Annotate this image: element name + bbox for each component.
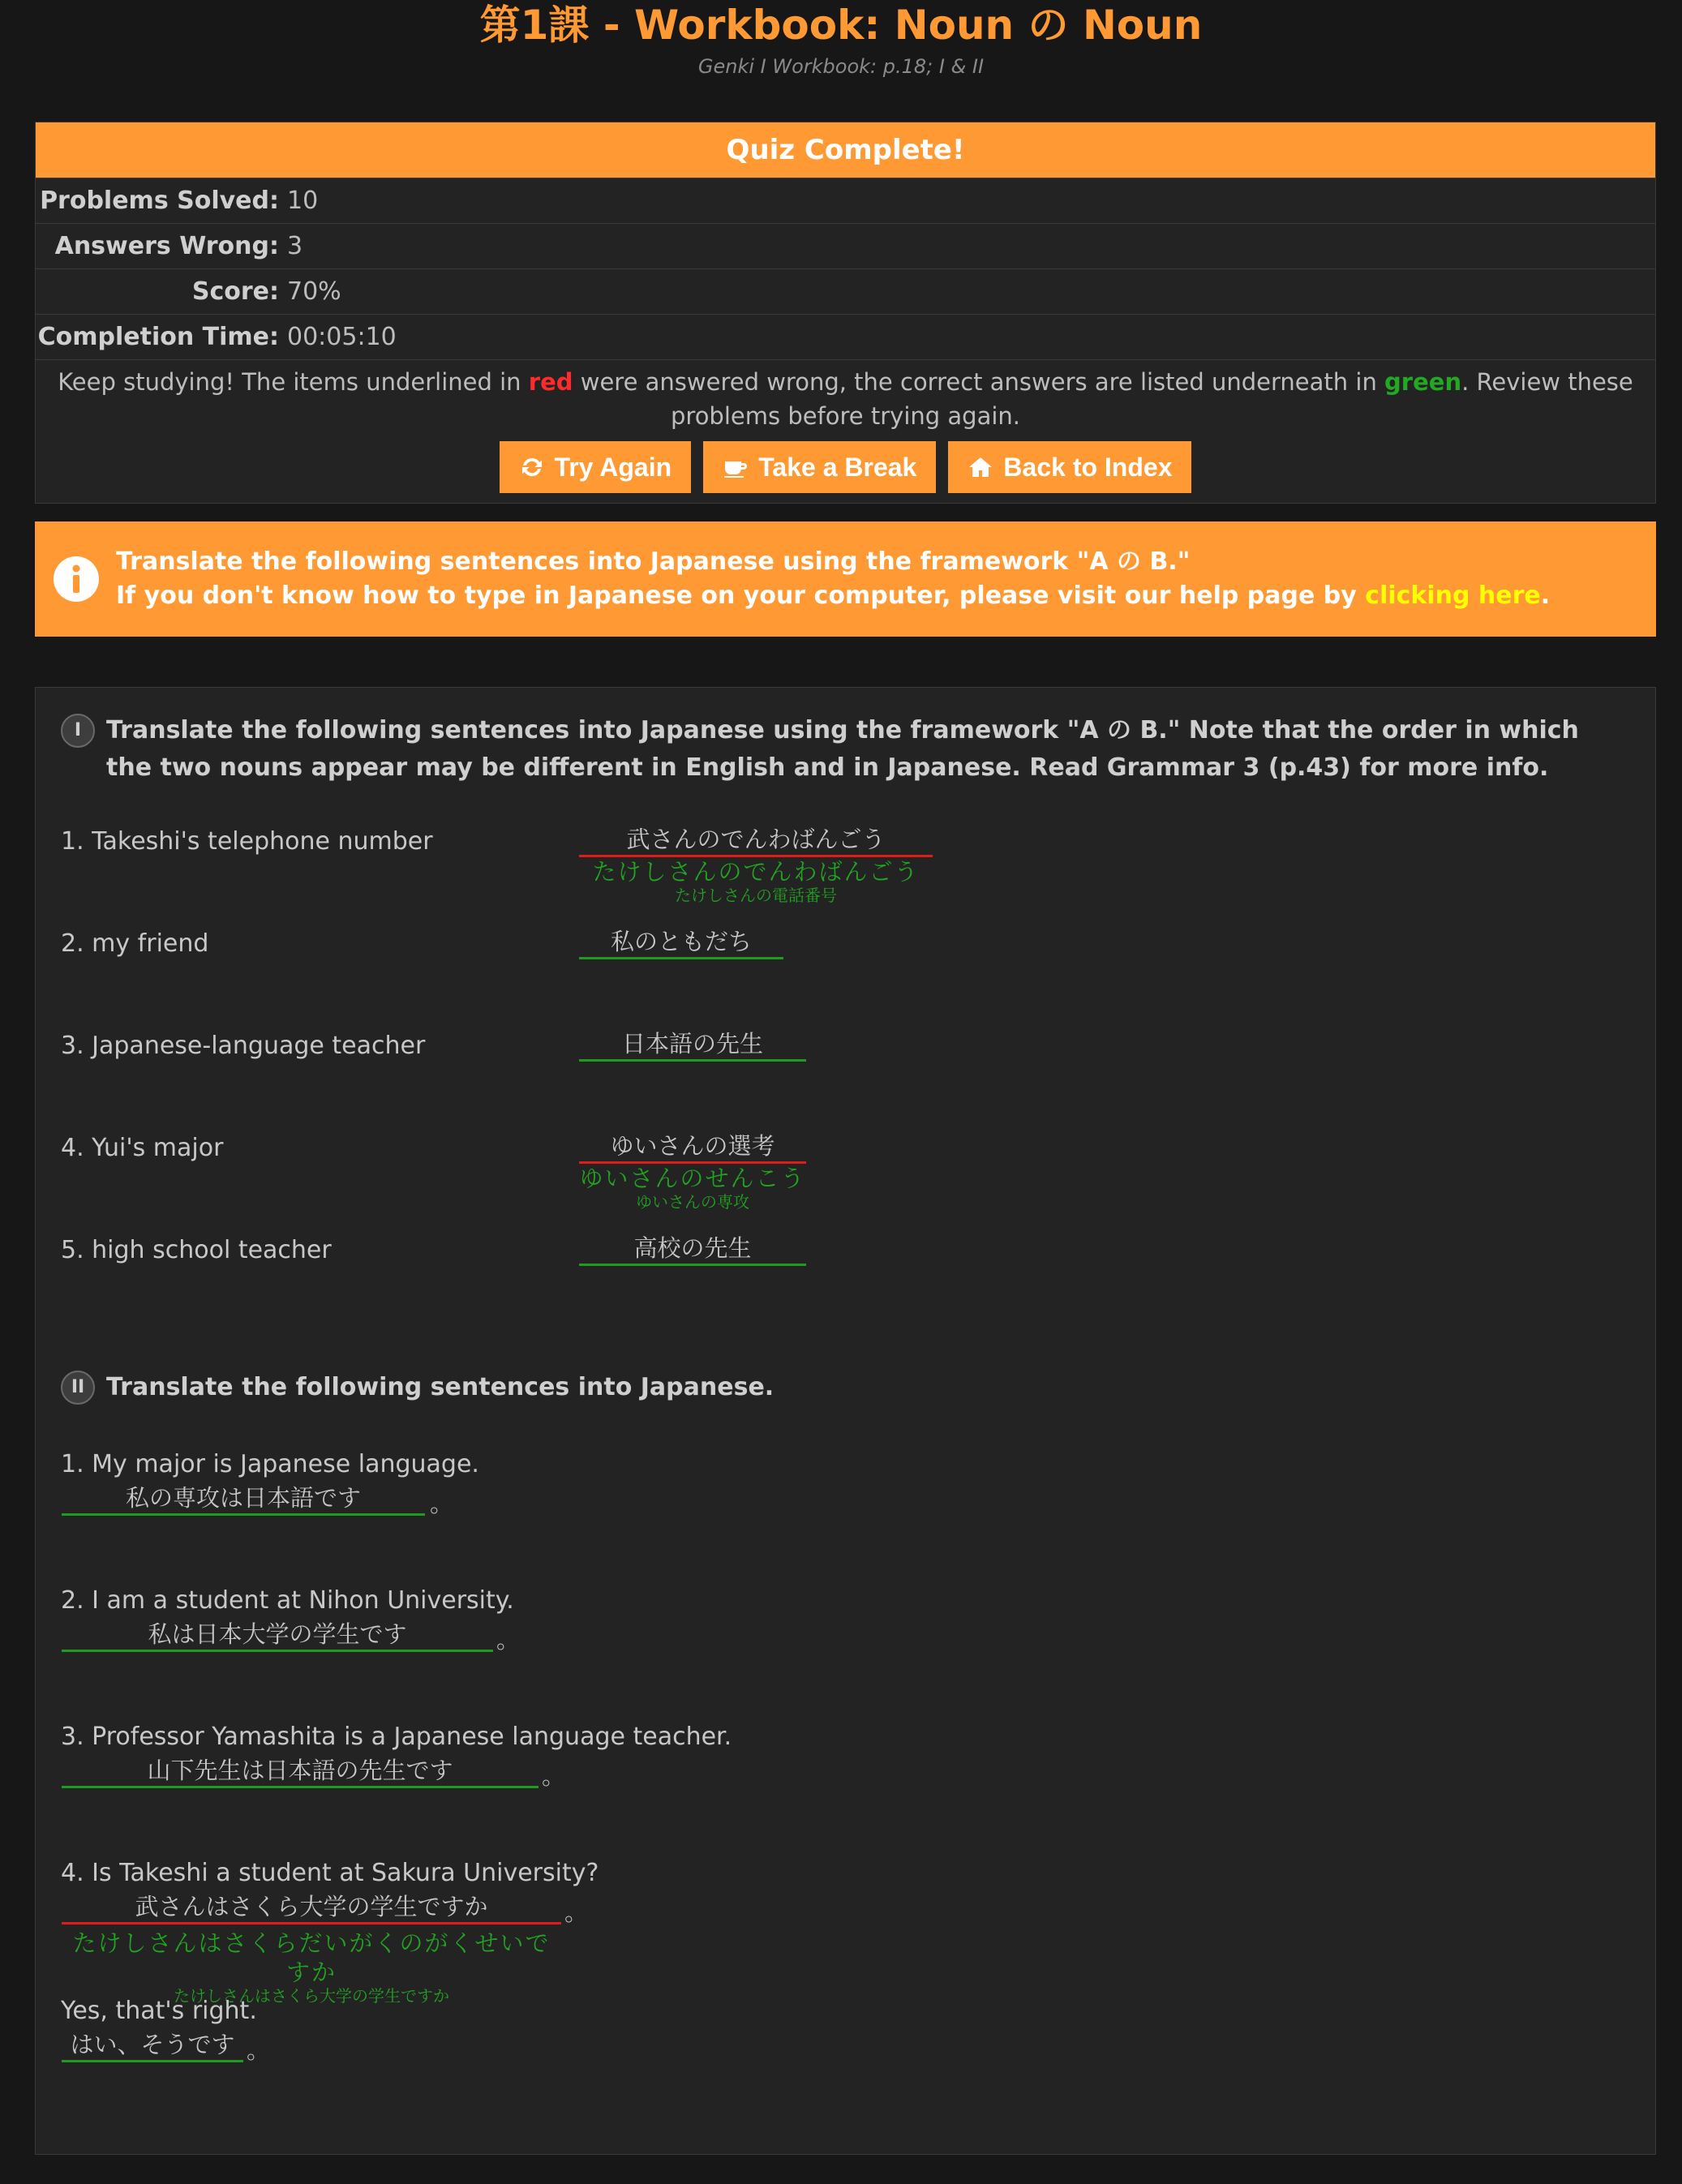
stat-answers-wrong — [36, 223, 1655, 268]
question-prompt: 3. Professor Yamashita is a Japanese language teacher. — [61, 1723, 732, 1751]
info-line-2 — [116, 579, 1550, 613]
quiz-complete-heading: Quiz Complete! — [36, 122, 1655, 178]
answer-text: 日本語の先生 — [621, 1030, 763, 1058]
question-prompt: 3. Japanese-language teacher — [61, 1032, 426, 1060]
correct-answer-kanji: たけしさんの電話番号 — [675, 886, 837, 905]
question-prompt: 4. Is Takeshi a student at Sakura University? — [61, 1859, 599, 1887]
correct-answer-kanji: ゆいさんの専攻 — [636, 1192, 749, 1212]
section-badge: I — [61, 714, 95, 748]
sentence-end-mark: 。 — [247, 2036, 271, 2064]
wrong-underline — [62, 1922, 561, 1924]
answer-field[interactable] — [579, 1233, 806, 1266]
question-prompt: 1. Takeshi's telephone number — [61, 827, 433, 856]
answer-text: 山下先生は日本語の先生です — [147, 1757, 453, 1784]
feedback-text: . Review these problems before trying again. — [671, 368, 1633, 430]
sentence-end-mark: 。 — [496, 1626, 521, 1654]
answer-field[interactable] — [62, 1482, 425, 1516]
answer-text: 私のともだち — [610, 928, 752, 955]
sentence-end-mark: 。 — [430, 1490, 454, 1517]
answer-text: 高校の先生 — [633, 1234, 752, 1262]
answer-field[interactable] — [579, 1028, 806, 1062]
feedback-red-word: red — [528, 368, 573, 396]
feedback-text: were answered wrong, the correct answers are listed underneath in — [573, 368, 1385, 396]
stat-score — [36, 268, 1655, 314]
stat-label: Score: — [191, 277, 279, 306]
question-prompt: 2. my friend — [61, 929, 209, 958]
result-actions — [36, 433, 1655, 503]
sentence-end-mark: 。 — [564, 1899, 589, 1926]
correct-underline — [62, 1650, 493, 1652]
back-to-index-label: Back to Index — [1003, 452, 1173, 482]
info-line-2-text: If you don't know how to type in Japanese on your computer, please visit our help page by — [116, 581, 1366, 610]
correction — [62, 1929, 561, 2005]
info-line-2-end: . — [1540, 581, 1551, 610]
answer-text: 武さんはさくら大学の学生ですか — [135, 1893, 488, 1920]
answer-text: ゆいさんの選考 — [610, 1132, 775, 1160]
info-icon — [53, 556, 100, 603]
quiz-results-panel — [35, 122, 1656, 504]
page-subtitle: Genki I Workbook: p.18; I & II — [697, 55, 985, 78]
stat-label: Problems Solved: — [40, 187, 279, 215]
back-to-index-button[interactable] — [948, 441, 1191, 493]
info-line-1: Translate the following sentences into Japanese using the framework "A の B." — [116, 547, 1191, 576]
try-again-button[interactable] — [500, 441, 692, 493]
answer-text: はい、そうです — [70, 2031, 235, 2058]
take-a-break-label: Take a Break — [758, 452, 917, 482]
stat-value: 00:05:10 — [287, 323, 397, 351]
info-text — [116, 545, 1550, 613]
correct-underline — [62, 2060, 243, 2062]
answer-field[interactable] — [62, 1755, 538, 1788]
correct-answer-kanji: たけしさんはさくら大学の学生ですか — [174, 1986, 449, 2006]
stat-label: Answers Wrong: — [54, 232, 279, 260]
answer-field[interactable] — [579, 926, 783, 959]
stat-value: 3 — [287, 232, 303, 260]
try-again-label: Try Again — [554, 452, 672, 482]
correct-answer-kana: たけしさんはさくらだいがくのがくせいですか — [72, 1929, 551, 1986]
correct-underline — [579, 1059, 806, 1062]
help-page-link[interactable]: clicking here — [1365, 581, 1541, 610]
page-title: 第1課 - Workbook: Noun の Noun — [479, 2, 1203, 49]
stat-value: 10 — [287, 187, 319, 215]
correct-answer-kana: たけしさんのでんわばんごう — [592, 858, 920, 886]
feedback-text: Keep studying! The items underlined in — [58, 368, 529, 396]
question-prompt: 5. high school teacher — [61, 1236, 332, 1264]
question-prompt: 2. I am a student at Nihon University. — [61, 1586, 514, 1615]
correct-answer-kana: ゆいさんのせんこう — [579, 1165, 806, 1192]
section-instruction: Translate the following sentences into Japanese using the framework "A の B." Note that the order in which the two nouns appear may be different in English and in Japanese. Read Grammar 3 (p.43) for more info. — [106, 716, 1579, 782]
question-prompt: 4. Yui's major — [61, 1134, 224, 1162]
page-header — [0, 0, 1682, 122]
exercise-panel — [35, 687, 1656, 2155]
refresh-icon — [519, 454, 545, 480]
correct-underline — [62, 1513, 425, 1516]
stat-value: 70% — [287, 277, 341, 306]
section-instruction: Translate the following sentences into Japanese. — [106, 1373, 774, 1401]
home-icon — [968, 454, 993, 480]
answer-text: 私の専攻は日本語です — [125, 1484, 361, 1512]
answer-field[interactable] — [579, 1131, 806, 1211]
feedback-message — [36, 359, 1655, 433]
answer-field[interactable] — [62, 1619, 493, 1652]
answer-field[interactable] — [62, 2029, 243, 2062]
answer-field[interactable] — [579, 824, 933, 904]
section-2-heading — [61, 1369, 1626, 1406]
sentence-end-mark: 。 — [542, 1762, 566, 1790]
stat-completion-time — [36, 314, 1655, 359]
take-a-break-button[interactable] — [703, 441, 936, 493]
answer-text: 私は日本大学の学生です — [148, 1620, 407, 1648]
question-prompt: Yes, that's right. — [61, 1997, 257, 2025]
instructions-info-box — [35, 521, 1656, 637]
stat-label: Completion Time: — [37, 323, 279, 351]
stat-problems-solved — [36, 178, 1655, 223]
question-prompt: 1. My major is Japanese language. — [61, 1450, 479, 1478]
answer-text: 武さんのでんわばんごう — [626, 826, 886, 853]
coffee-cup-icon — [723, 454, 749, 480]
section-badge: II — [61, 1371, 95, 1405]
correct-underline — [579, 957, 783, 959]
section-1-heading — [61, 712, 1626, 787]
feedback-green-word: green — [1384, 368, 1462, 396]
correct-underline — [579, 1264, 806, 1266]
correct-underline — [62, 1786, 538, 1788]
answer-field[interactable] — [62, 1891, 561, 1924]
